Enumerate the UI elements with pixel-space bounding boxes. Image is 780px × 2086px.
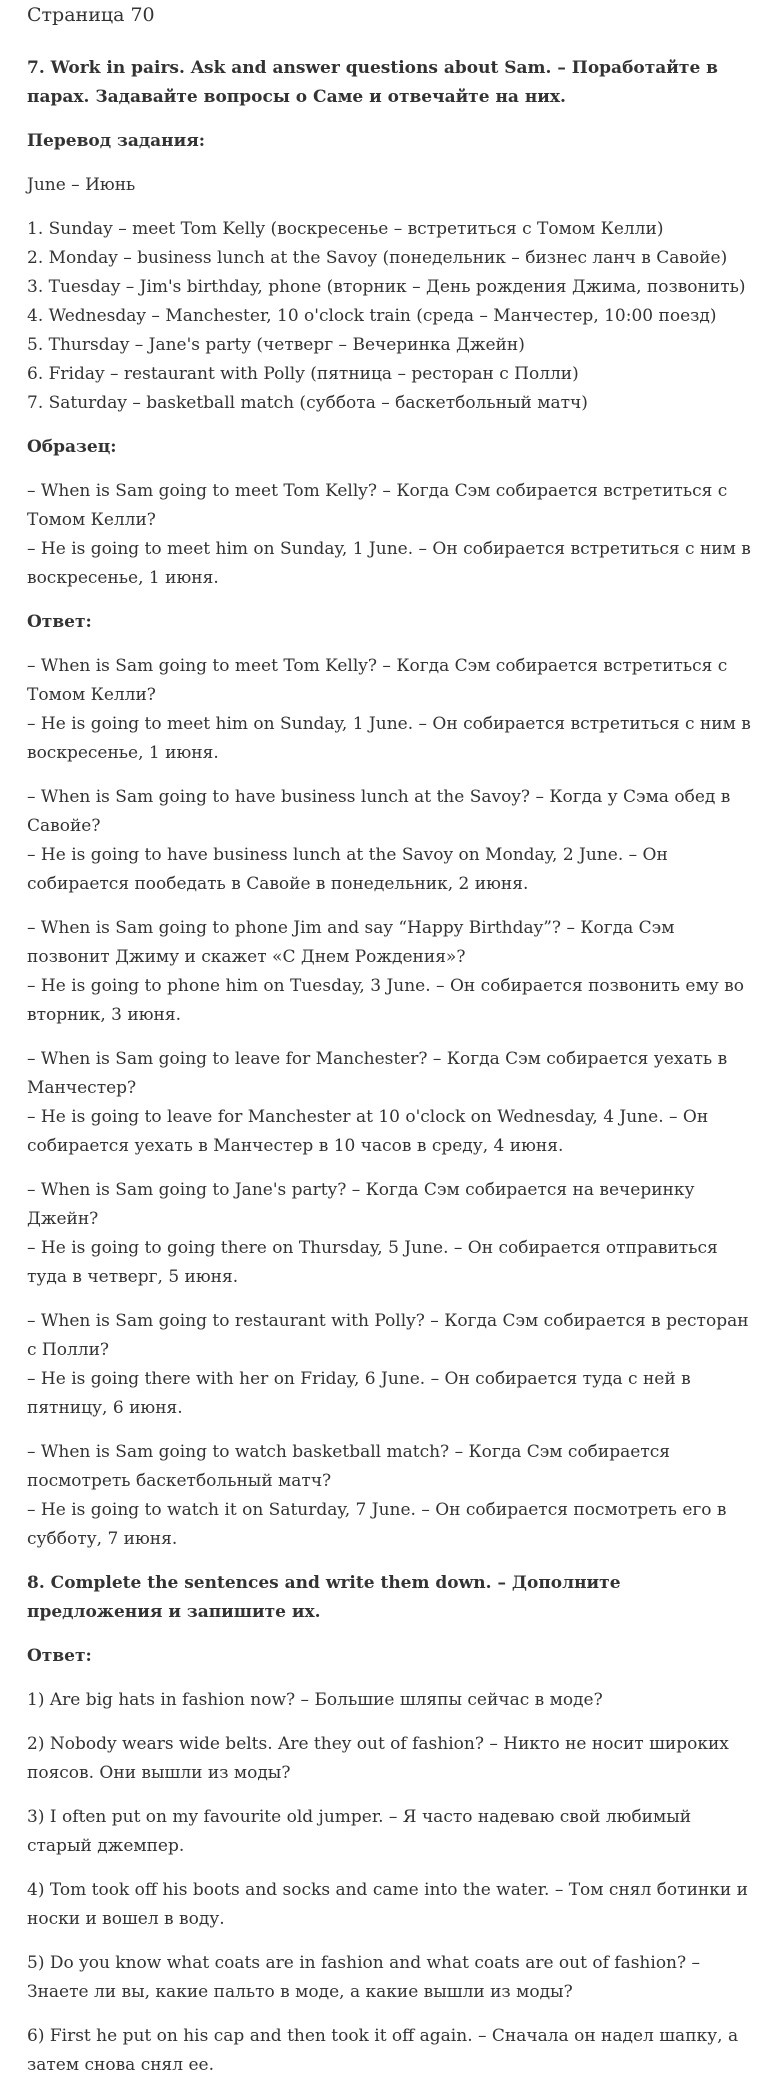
answer-question: – When is Sam going to Jane's party? – Когда Сэм собирается на вечеринку Джейн?: [27, 1180, 695, 1229]
answer-reply: – He is going to meet him on Sunday, 1 June. – Он собирается встретиться с ним в воскресенье, 1 июня.: [27, 714, 751, 763]
schedule-list: [27, 215, 753, 418]
schedule-item: 2. Monday – business lunch at the Savoy (понедельник – бизнес ланч в Савойе): [27, 248, 728, 268]
answer-question: – When is Sam going to leave for Manchester? – Когда Сэм собирается уехать в Манчестер?: [27, 1049, 728, 1098]
answer-reply: – He is going to watch it on Saturday, 7 June. – Он собирается посмотреть его в субботу, 7 июня.: [27, 1500, 727, 1549]
schedule-item: 3. Tuesday – Jim's birthday, phone (вторник – День рождения Джима, позвонить): [27, 277, 746, 297]
exercise-8-answer: 3) I often put on my favourite old jumper. – Я часто надеваю свой любимый старый джемпер.: [27, 1807, 692, 1856]
answer-dialogue: [27, 1307, 753, 1423]
exercise-8-answer: 1) Are big hats in fashion now? – Большие шляпы сейчас в моде?: [27, 1690, 603, 1710]
answer-label: Ответ:: [27, 1646, 92, 1666]
answer-dialogue: [27, 652, 753, 768]
answer-reply: – He is going to have business lunch at the Savoy on Monday, 2 June. – Он собирается пообедать в Савойе в понедельник, 2 июня.: [27, 845, 668, 894]
exercise-7-task: [27, 54, 753, 112]
exercise-7-task-en: 7. Work in pairs. Ask and answer questions about Sam.: [27, 58, 552, 78]
exercise-8-task-en: 8. Complete the sentences and write them down.: [27, 1573, 492, 1593]
example-question: – When is Sam going to meet Tom Kelly? – Когда Сэм собирается встретиться с Томом Келли?: [27, 481, 728, 530]
answer-reply: – He is going to phone him on Tuesday, 3 June. – Он собирается позвонить ему во вторник, 3 июня.: [27, 976, 744, 1025]
answer-dialogue: [27, 1176, 753, 1292]
schedule-item: 5. Thursday – Jane's party (четверг – Вечеринка Джейн): [27, 335, 525, 355]
schedule-item: 4. Wednesday – Manchester, 10 o'clock train (среда – Манчестер, 10:00 поезд): [27, 306, 717, 326]
answer-dialogue: [27, 783, 753, 899]
answer-reply: – He is going to going there on Thursday, 5 June. – Он собирается отправиться туда в четверг, 5 июня.: [27, 1238, 718, 1287]
month-label: June – Июнь: [27, 175, 136, 195]
answer-dialogue: [27, 1045, 753, 1161]
answer-question: – When is Sam going to meet Tom Kelly? – Когда Сэм собирается встретиться с Томом Келли?: [27, 656, 728, 705]
exercise-8-answer: 6) First he put on his cap and then took it off again. – Сначала он надел шапку, а затем снова снял ее.: [27, 2026, 739, 2075]
answer-question: – When is Sam going to restaurant with Polly? – Когда Сэм собирается в ресторан с Полли?: [27, 1311, 749, 1360]
answer-dialogue: [27, 1438, 753, 1554]
answer-reply: – He is going to leave for Manchester at 10 o'clock on Wednesday, 4 June. – Он собирается уехать в Манчестер в 10 часов в среду, 4 июня.: [27, 1107, 709, 1156]
example-label: Образец:: [27, 437, 117, 457]
answer-question: – When is Sam going to have business lunch at the Savoy? – Когда у Сэма обед в Савойе?: [27, 787, 731, 836]
page-title: Страница 70: [27, 4, 155, 26]
answer-question: – When is Sam going to watch basketball match? – Когда Сэм собирается посмотреть баскетбольный матч?: [27, 1442, 670, 1491]
exercise-8-task-ru: – Дополните предложения и запишите их.: [27, 1573, 621, 1622]
example-dialogue: [27, 477, 753, 593]
exercise-7-task-ru: – Поработайте в парах. Задавайте вопросы о Саме и отвечайте на них.: [27, 58, 718, 107]
exercise-8-answer: 5) Do you know what coats are in fashion and what coats are out of fashion? – Знаете ли вы, какие пальто в моде, а какие вышли из моды?: [27, 1953, 701, 2002]
example-answer: – He is going to meet him on Sunday, 1 June. – Он собирается встретиться с ним в воскресенье, 1 июня.: [27, 539, 751, 588]
schedule-item: 6. Friday – restaurant with Polly (пятница – ресторан с Полли): [27, 364, 579, 384]
answer-label: Ответ:: [27, 612, 92, 632]
answer-question: – When is Sam going to phone Jim and say “Happy Birthday”? – Когда Сэм позвонит Джиму и скажет «С Днем Рождения»?: [27, 918, 675, 967]
schedule-item: 1. Sunday – meet Tom Kelly (воскресенье – встретиться с Томом Келли): [27, 219, 664, 239]
exercise-8-task: [27, 1569, 753, 1627]
exercise-8-answer: 2) Nobody wears wide belts. Are they out of fashion? – Никто не носит широких поясов. Они вышли из моды?: [27, 1734, 729, 1783]
schedule-item: 7. Saturday – basketball match (суббота – баскетбольный матч): [27, 393, 588, 413]
translation-label: Перевод задания:: [27, 131, 206, 151]
answer-dialogue: [27, 914, 753, 1030]
answer-reply: – He is going there with her on Friday, 6 June. – Он собирается туда с ней в пятницу, 6 июня.: [27, 1369, 691, 1418]
exercise-8-answer: 4) Tom took off his boots and socks and came into the water. – Том снял ботинки и носки и вошел в воду.: [27, 1880, 748, 1929]
